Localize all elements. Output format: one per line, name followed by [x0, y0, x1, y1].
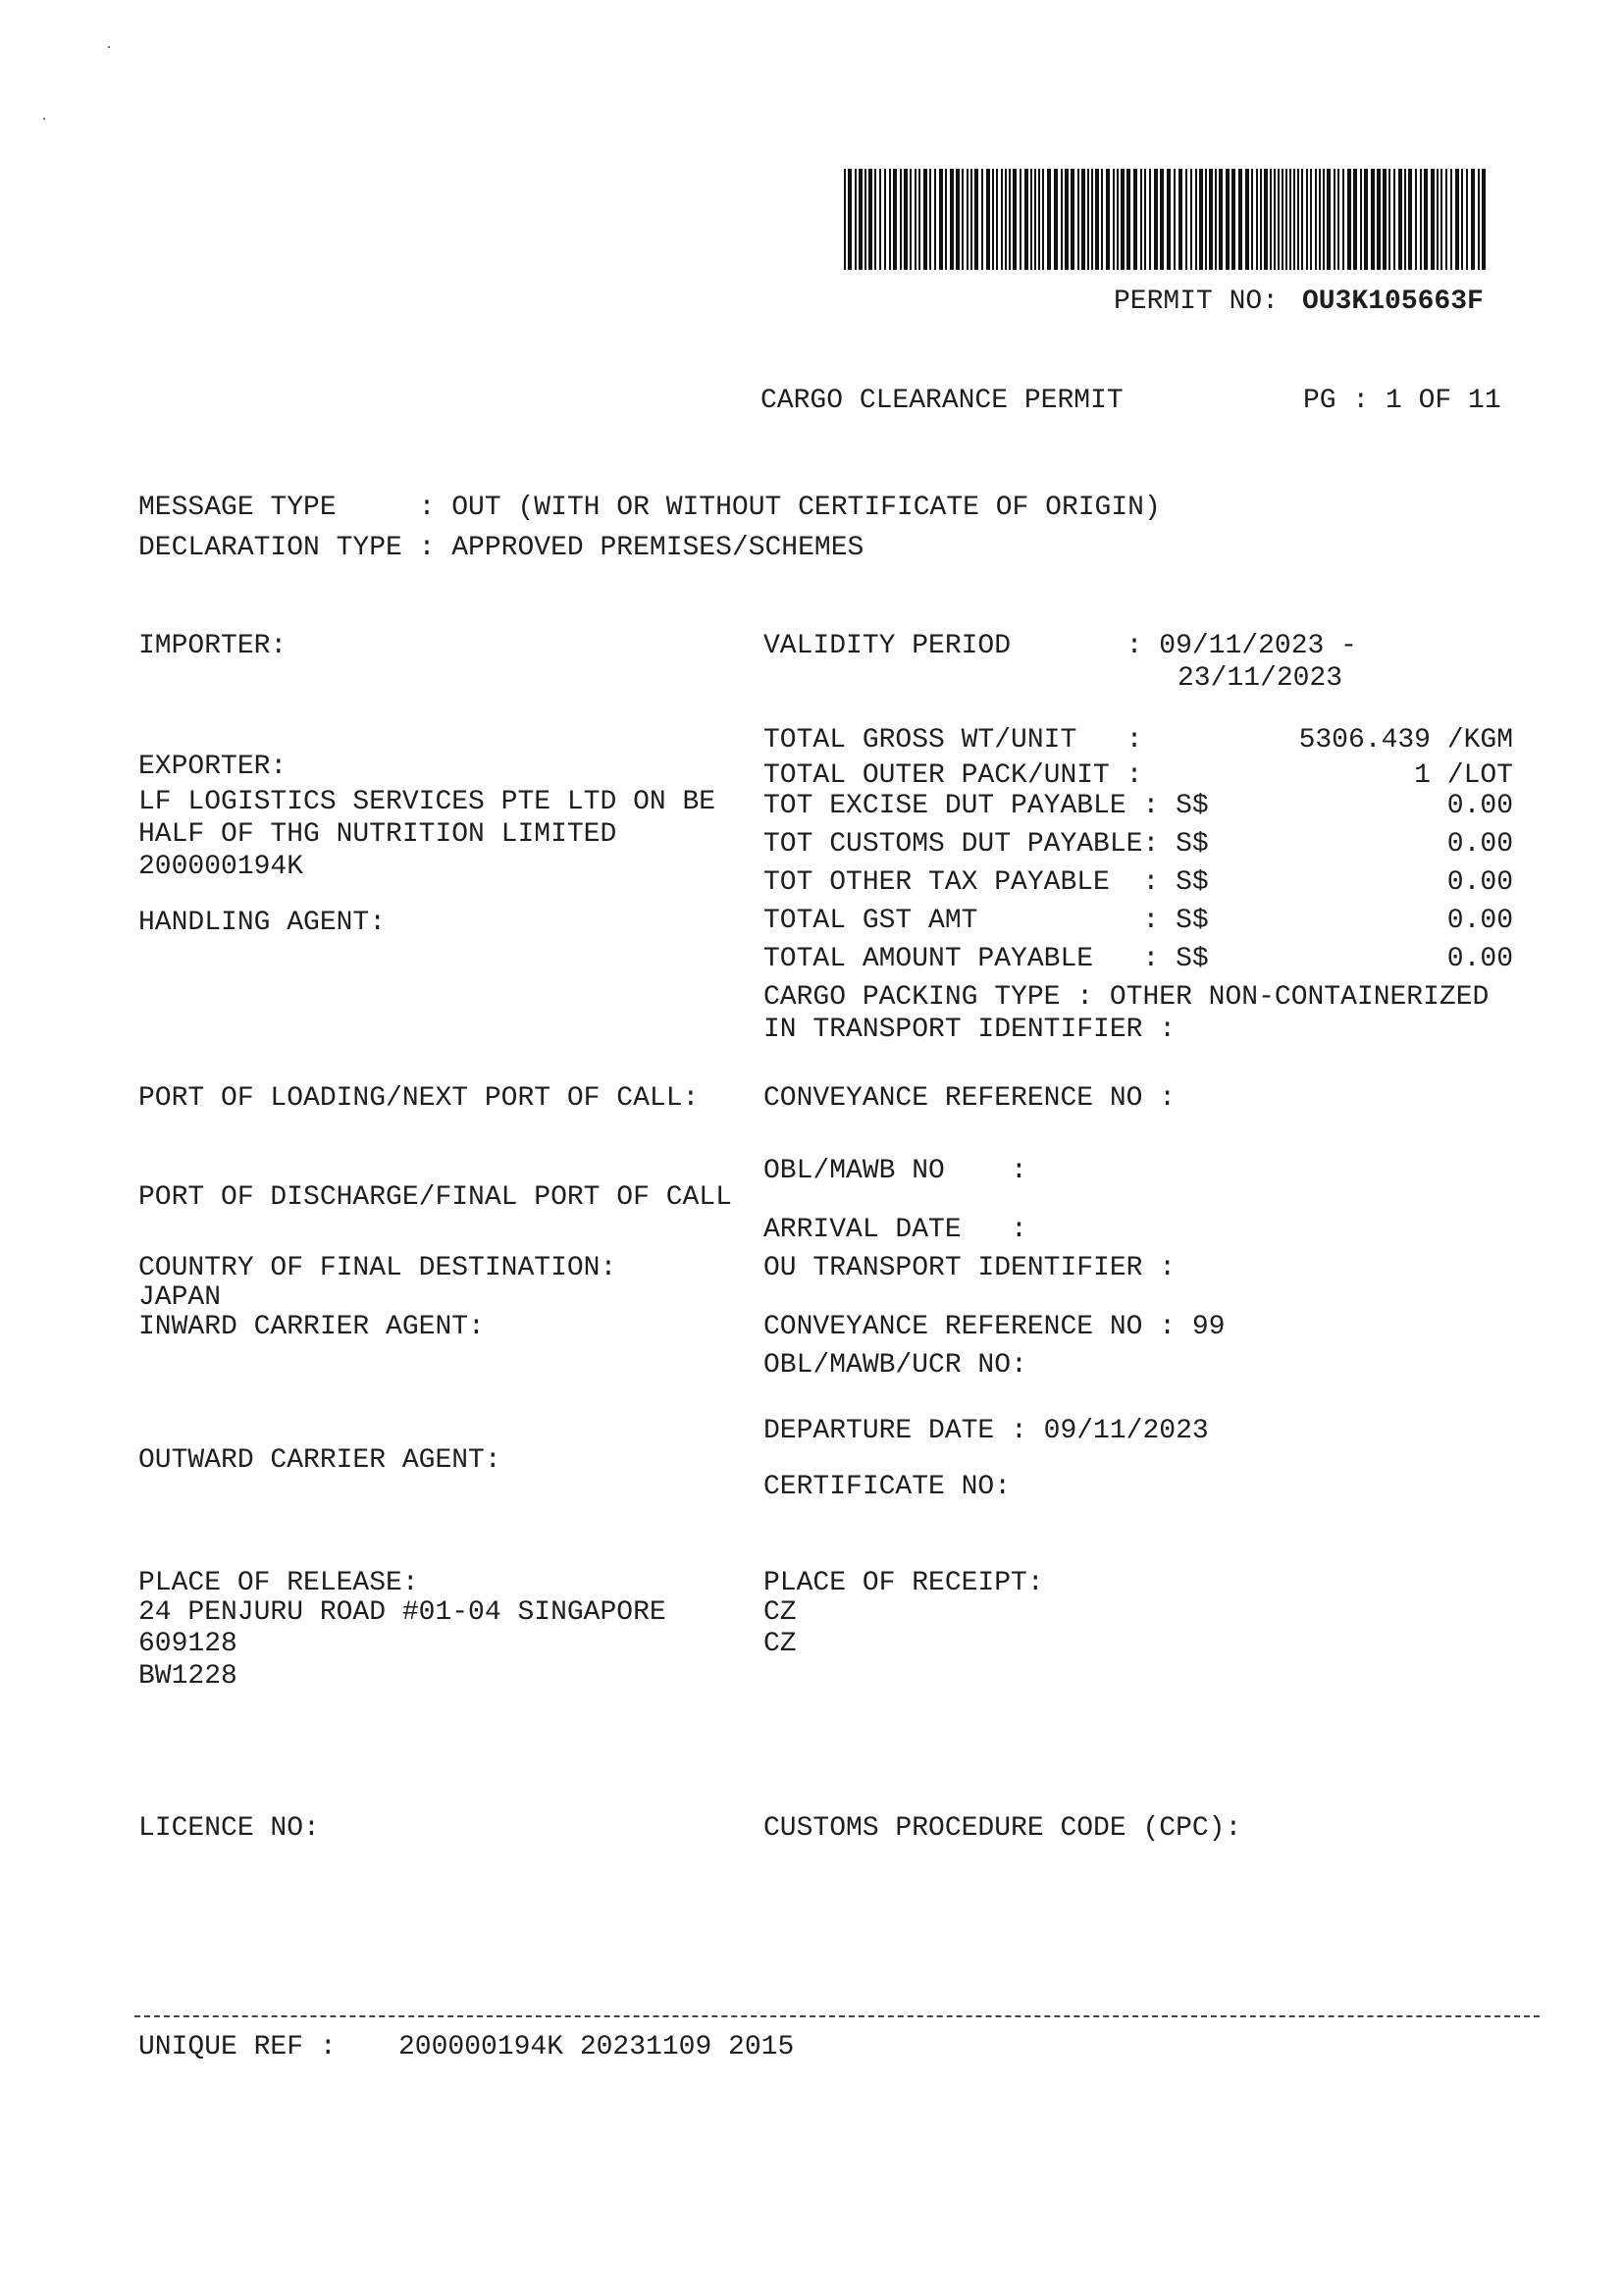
permit-no-label: PERMIT NO:	[1114, 287, 1280, 317]
total-value: 0.00	[1446, 906, 1513, 936]
country-destination-value: JAPAN	[138, 1282, 222, 1313]
page-number: PG : 1 OF 11	[1303, 386, 1501, 416]
exporter-line: LF LOGISTICS SERVICES PTE LTD ON BE	[138, 787, 716, 817]
place-of-release-line: 609128	[138, 1629, 237, 1659]
port-loading-label: PORT OF LOADING/NEXT PORT OF CALL:	[138, 1083, 700, 1114]
total-value: 1 /LOT	[1414, 760, 1513, 791]
scan-speck	[43, 118, 45, 120]
obl-mawb-ucr-label: OBL/MAWB/UCR NO:	[763, 1350, 1027, 1381]
in-transport-identifier-label: IN TRANSPORT IDENTIFIER :	[763, 1015, 1177, 1045]
place-of-receipt-line: CZ	[763, 1597, 797, 1628]
total-value: 0.00	[1446, 791, 1513, 821]
total-label: TOT OTHER TAX PAYABLE : S$	[763, 867, 1209, 898]
cargo-packing-type-line: CARGO PACKING TYPE : OTHER NON-CONTAINERIZED	[763, 982, 1490, 1013]
importer-label: IMPORTER:	[138, 631, 288, 661]
port-discharge-label: PORT OF DISCHARGE/FINAL PORT OF CALL	[138, 1182, 732, 1213]
in-conveyance-reference-label: CONVEYANCE REFERENCE NO :	[763, 1083, 1177, 1114]
validity-period-end: 23/11/2023	[1178, 663, 1343, 694]
obl-mawb-label: OBL/MAWB NO :	[763, 1156, 1027, 1186]
total-label: TOTAL AMOUNT PAYABLE : S$	[763, 944, 1209, 974]
total-label: TOTAL OUTER PACK/UNIT :	[763, 760, 1143, 791]
exporter-line: 200000194K	[138, 852, 304, 882]
total-label: TOTAL GST AMT : S$	[763, 906, 1209, 936]
place-of-receipt-line: CZ	[763, 1629, 797, 1659]
certificate-no-label: CERTIFICATE NO:	[763, 1472, 1012, 1502]
total-value: 0.00	[1446, 829, 1513, 860]
barcode-image	[844, 169, 1492, 270]
ou-transport-identifier-label: OU TRANSPORT IDENTIFIER :	[763, 1253, 1177, 1283]
total-label: TOT EXCISE DUT PAYABLE : S$	[763, 791, 1209, 821]
departure-date-line: DEPARTURE DATE : 09/11/2023	[763, 1416, 1209, 1446]
permit-no-value: OU3K105663F	[1302, 287, 1484, 317]
place-of-release-label: PLACE OF RELEASE:	[138, 1568, 419, 1598]
outward-carrier-agent-label: OUTWARD CARRIER AGENT:	[138, 1445, 501, 1476]
validity-period-line: VALIDITY PERIOD : 09/11/2023 -	[763, 631, 1357, 661]
place-of-receipt-label: PLACE OF RECEIPT:	[763, 1568, 1044, 1598]
arrival-date-label: ARRIVAL DATE :	[763, 1215, 1027, 1245]
unique-ref-label: UNIQUE REF :	[138, 2032, 337, 2062]
dashed-divider	[134, 2015, 1540, 2017]
declaration-type-line: DECLARATION TYPE : APPROVED PREMISES/SCHEMES	[138, 533, 864, 563]
place-of-release-line: BW1228	[138, 1661, 237, 1692]
ou-conveyance-reference-line: CONVEYANCE REFERENCE NO : 99	[763, 1312, 1226, 1342]
total-label: TOT CUSTOMS DUT PAYABLE: S$	[763, 829, 1209, 860]
total-value: 0.00	[1446, 944, 1513, 974]
message-type-line: MESSAGE TYPE : OUT (WITH OR WITHOUT CERTIFICATE OF ORIGIN)	[138, 493, 1161, 523]
total-label: TOTAL GROSS WT/UNIT :	[763, 725, 1143, 756]
country-destination-label: COUNTRY OF FINAL DESTINATION:	[138, 1253, 617, 1283]
scan-speck	[108, 46, 110, 48]
inward-carrier-agent-label: INWARD CARRIER AGENT:	[138, 1312, 485, 1342]
document-title: CARGO CLEARANCE PERMIT	[760, 386, 1124, 416]
licence-no-label: LICENCE NO:	[138, 1813, 320, 1844]
handling-agent-label: HANDLING AGENT:	[138, 908, 387, 938]
total-value: 5306.439 /KGM	[1298, 725, 1513, 756]
customs-procedure-code-label: CUSTOMS PROCEDURE CODE (CPC):	[763, 1813, 1242, 1844]
exporter-line: HALF OF THG NUTRITION LIMITED	[138, 819, 617, 850]
place-of-release-line: 24 PENJURU ROAD #01-04 SINGAPORE	[138, 1597, 666, 1628]
exporter-label: EXPORTER:	[138, 752, 288, 782]
total-value: 0.00	[1446, 867, 1513, 898]
unique-ref-value: 200000194K 20231109 2015	[398, 2032, 795, 2062]
